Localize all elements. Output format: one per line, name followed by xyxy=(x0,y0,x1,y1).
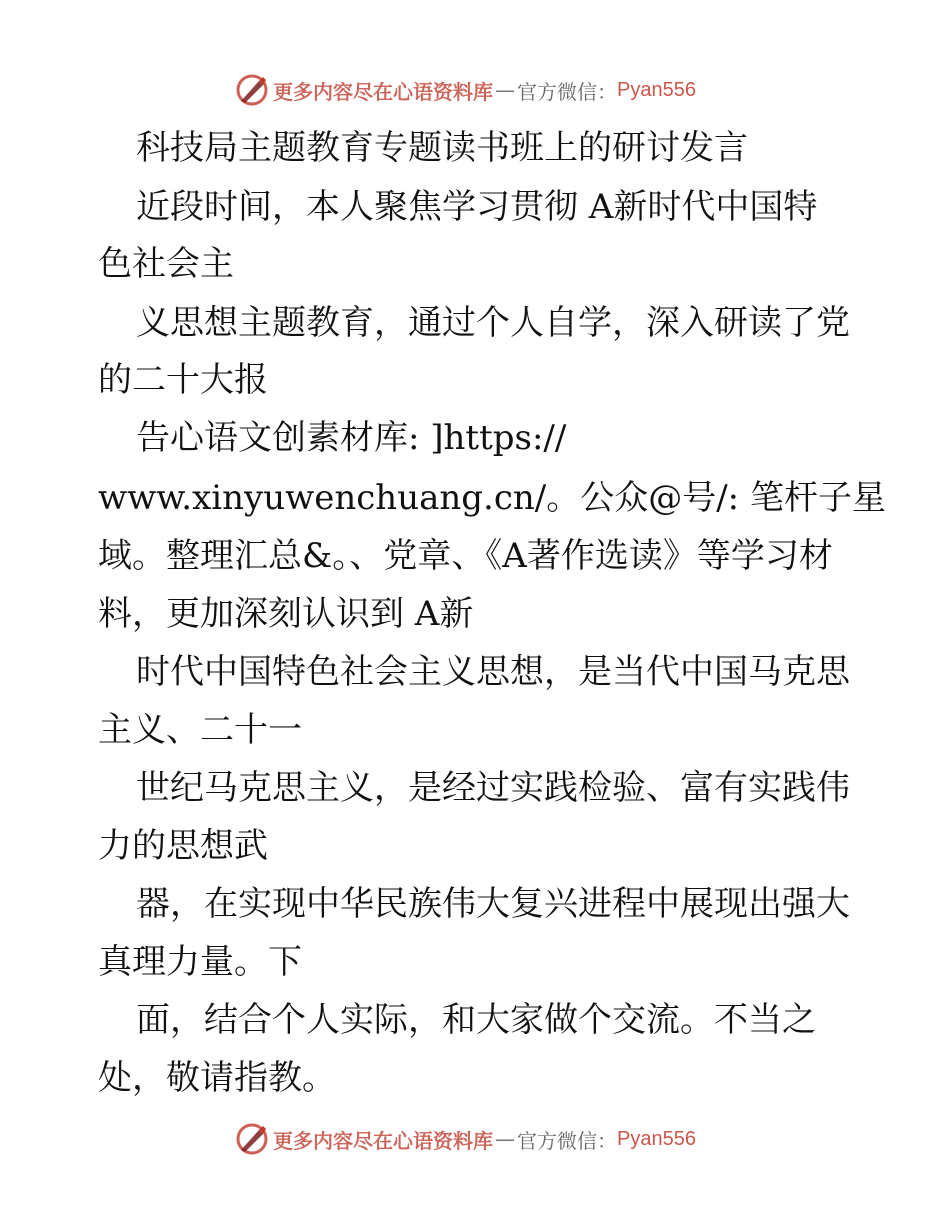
text-line: 处，敬请指教。 xyxy=(98,1058,336,1098)
watermark-wechat-id: Pyan556 xyxy=(617,78,696,101)
text-line: 力的思想武 xyxy=(98,826,268,866)
text-line: 告心语文创素材库: ]https:// xyxy=(136,418,567,458)
text-line: 主义、二十一 xyxy=(98,710,302,750)
watermark-promo-text: 更多内容尽在心语资料库 xyxy=(273,79,493,104)
text-line: 义思想主题教育，通过个人自学，深入研读了党 xyxy=(136,303,850,343)
text-line: 世纪马克思主义，是经过实践检验、富有实践伟 xyxy=(136,768,850,808)
text-line: www.xinyuwenchuang.cn/。公众@号/: 笔杆子星 xyxy=(98,478,886,518)
text-line: 真理力量。下 xyxy=(98,942,302,982)
watermark-wechat-label: 官方微信： xyxy=(517,1128,617,1153)
text-line: 色社会主 xyxy=(98,244,234,284)
text-line: 时代中国特色社会主义思想，是当代中国马克思 xyxy=(136,652,850,692)
text-line: 器，在实现中华民族伟大复兴进程中展现出强大 xyxy=(136,884,850,924)
watermark-separator: — xyxy=(495,78,515,102)
watermark-separator: — xyxy=(495,1127,515,1151)
watermark-wechat-label: 官方微信： xyxy=(517,79,617,104)
header-watermark xyxy=(235,73,696,107)
text-line: 面，结合个人实际，和大家做个交流。不当之 xyxy=(136,1000,816,1040)
watermark-wechat-id: Pyan556 xyxy=(617,1127,696,1150)
text-line: 近段时间，本人聚焦学习贯彻 A新时代中国特 xyxy=(136,187,818,227)
pen-logo-icon xyxy=(235,73,269,107)
pen-logo-icon xyxy=(235,1122,269,1156)
document-title: 科技局主题教育专题读书班上的研讨发言 xyxy=(136,128,748,168)
text-line: 料，更加深刻认识到 A新 xyxy=(98,594,474,634)
text-line: 域。整理汇总&。、党章、《A著作选读》等学习材 xyxy=(98,536,833,576)
watermark-promo-text: 更多内容尽在心语资料库 xyxy=(273,1128,493,1153)
text-line: 的二十大报 xyxy=(98,360,268,400)
footer-watermark xyxy=(235,1122,696,1156)
